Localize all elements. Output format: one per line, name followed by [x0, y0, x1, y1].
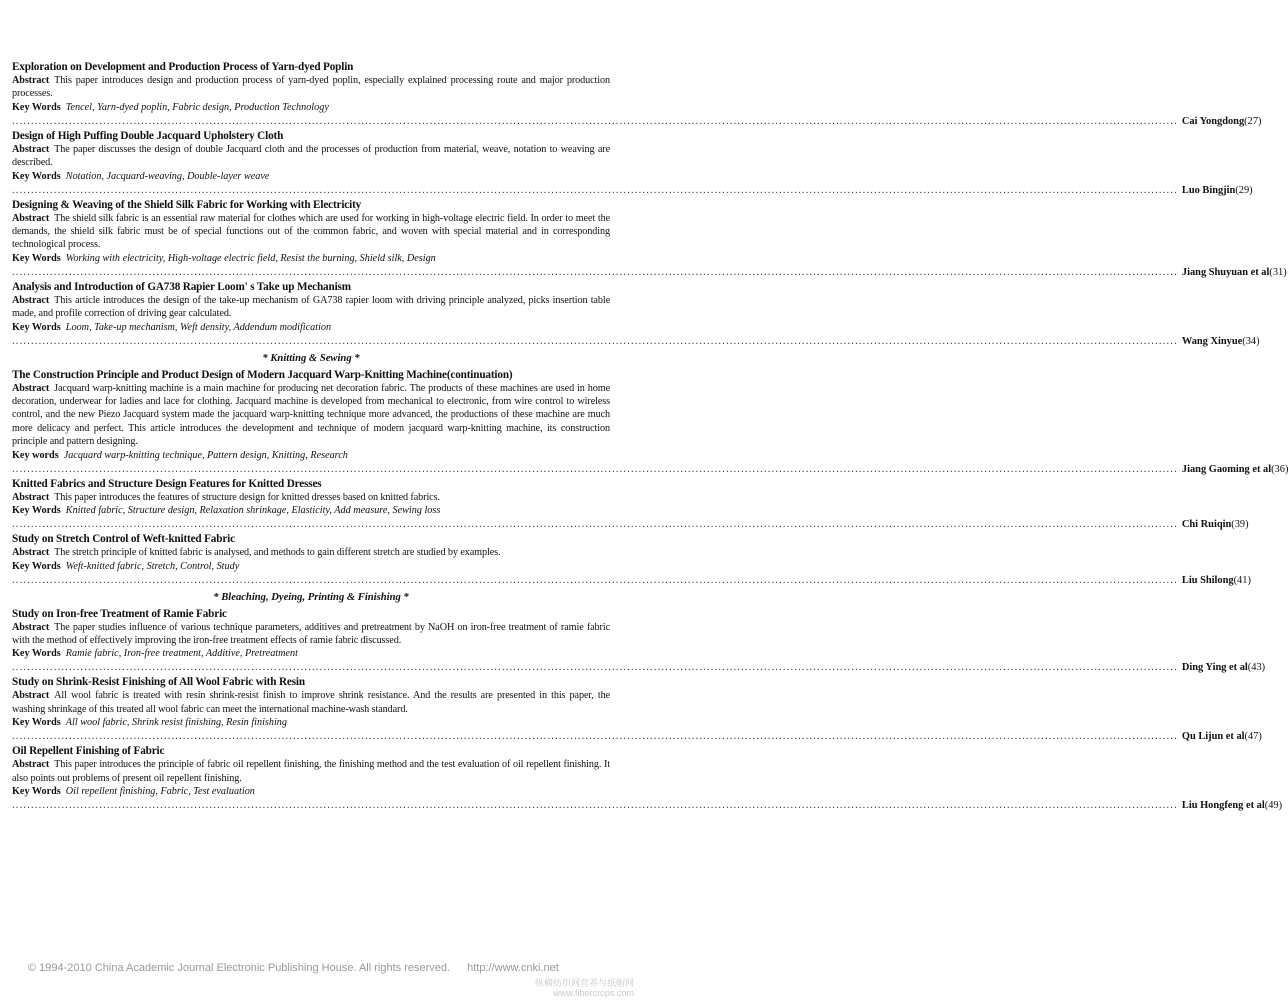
leader-dots: ...................................................................................................................................................................................................................................................................................................................: [12, 519, 1178, 531]
abstract-text: This paper introduces the principle of fabric oil repellent finishing, the finishing method and the test evaluation of oil repellent finishing. It also points out problems of present oil repellent finishing.: [12, 759, 610, 784]
author-page-line: [12, 518, 1249, 532]
author-page-line: [12, 115, 1262, 129]
abstract-text: The stretch principle of knitted fabric is analysed, and methods to gain different stretch are studied by examples.: [54, 547, 501, 559]
copyright-footer: [28, 962, 628, 974]
abstract-text: The shield silk fabric is an essential raw material for clothes which are used for working in high-voltage electric field. In order to meet the demands, the shield silk fabric must be of special functions out of the common fabric, and woven with special material and in corresponding technological process.: [12, 212, 610, 251]
author-page-line: [12, 184, 1253, 198]
article-page-number[interactable]: (36): [1271, 463, 1288, 475]
article-group-weaving: [12, 60, 1287, 349]
keywords-label: Key Words: [12, 101, 61, 113]
abstract-label: Abstract: [12, 75, 50, 86]
keywords-text: Ramie fabric, Iron-free treatment, Additive, Pretreatment: [65, 648, 298, 660]
keywords-label: Key Words: [12, 505, 61, 517]
watermark-cn: 纵横纺织网营养与纸帽网: [534, 978, 634, 988]
abstract-label: Abstract: [12, 621, 50, 633]
keywords-text: Knitted fabric, Structure design, Relaxation shrinkage, Elasticity, Add measure, Sewing loss: [65, 505, 441, 517]
abstract-label: Abstract: [12, 294, 50, 306]
keywords-text: Notation, Jacquard-weaving, Double-layer weave: [65, 170, 270, 182]
article-title[interactable]: Design of High Puffing Double Jacquard Upholstery Cloth: [12, 129, 284, 142]
article-author: Cai Yongdong: [1181, 115, 1245, 127]
abstract-text: All wool fabric is treated with resin shrink-resist finish to improve shrink resistance. And the results are presented in this paper, the washing shrinkage of this treated all wool fabric can meet the international machine-wash standard.: [12, 690, 610, 715]
keywords-label: Key Words: [12, 717, 61, 729]
article-entry: [12, 744, 1283, 813]
keywords-text: Working with electricity, High-voltage electric field, Resist the burning, Shield silk, Design: [65, 252, 436, 264]
article-author: Qu Lijun et al: [1181, 731, 1245, 743]
leader-dots: ...................................................................................................................................................................................................................................................................................................................: [12, 184, 1178, 196]
abstract-text: Jacquard warp-knitting machine is a main machine for producing net decoration fabric. The products of these machines are used in home decoration, underwear for ladies and lace for clothing. Jacquard machine is developed from mechanical to electronic, from wire control to wireless control, and the new Piezo Jacquard system made the jacquard warp-knitting technique more advanced, the productions of these machine are much more delicacy and perfect. This article introduces the development and technique of modern jacquard warp-knitting machine, its construction principle and pattern designing.: [12, 382, 610, 448]
keywords-label: Key Words: [12, 321, 61, 333]
article-keywords: [12, 504, 610, 518]
article-title[interactable]: Exploration on Development and Production Process of Yarn-dyed Poplin: [12, 61, 354, 73]
article-group-knitting: [12, 368, 1288, 588]
article-author: Wang Xinyue: [1181, 335, 1243, 347]
article-page-number[interactable]: (34): [1242, 335, 1260, 347]
article-entry: [12, 280, 1260, 349]
article-group-bleaching: [12, 607, 1283, 813]
article-entry: [12, 129, 1253, 198]
article-author: Jiang Shuyuan et al: [1181, 266, 1270, 278]
article-title[interactable]: Study on Stretch Control of Weft-knitted Fabric: [12, 533, 235, 546]
article-page-number[interactable]: (39): [1231, 519, 1249, 531]
article-title[interactable]: Analysis and Introduction of GA738 Rapier Loom' s Take up Mechanism: [12, 280, 351, 293]
abstract-label: Abstract: [12, 491, 50, 503]
abstract-label: Abstract: [12, 382, 50, 394]
abstract-text: The paper discusses the design of double Jacquard cloth and the processes of production from material, weave, notation to weaving are described.: [12, 143, 610, 169]
leader-dots: ...................................................................................................................................................................................................................................................................................................................: [12, 574, 1178, 586]
author-page-line: [12, 661, 1266, 675]
article-entry: [12, 675, 1262, 744]
article-page-number[interactable]: (47): [1244, 731, 1262, 743]
author-page-line: [12, 463, 1288, 477]
abstract-label: Abstract: [12, 143, 50, 155]
article-abstract: [12, 491, 610, 504]
leader-dots: ...................................................................................................................................................................................................................................................................................................................: [12, 731, 1178, 743]
article-entry: [12, 198, 1287, 280]
watermark-site: www.fibercrops.com: [553, 988, 634, 998]
article-author: Jiang Gaoming et al: [1181, 463, 1272, 475]
article-page-number[interactable]: (41): [1233, 574, 1251, 586]
article-author: Luo Bingjin: [1181, 184, 1236, 196]
leader-dots: ...................................................................................................................................................................................................................................................................................................................: [12, 335, 1178, 347]
keywords-text: Weft-knitted fabric, Stretch, Control, Study: [65, 560, 240, 572]
abstract-text: This article introduces the design of the take-up mechanism of GA738 rapier loom with driving principle analyzed, picks insertion table made, and profile correction of driving gear calculated.: [12, 294, 610, 320]
article-entry: [12, 532, 1251, 587]
keywords-text: All wool fabric, Shrink resist finishing, Resin finishing: [65, 717, 287, 729]
copyright-text: © 1994-2010 China Academic Journal Electronic Publishing House. All rights reserved.: [28, 962, 451, 974]
article-title[interactable]: Knitted Fabrics and Structure Design Features for Knitted Dresses: [12, 477, 322, 490]
article-title[interactable]: The Construction Principle and Product Design of Modern Jacquard Warp-Knitting Machine(continuation): [12, 368, 513, 381]
article-keywords: [12, 785, 610, 799]
article-title[interactable]: Study on Iron-free Treatment of Ramie Fabric: [12, 607, 227, 620]
author-page-line: [12, 730, 1262, 744]
keywords-label: Key Words: [12, 170, 61, 182]
article-abstract: [12, 546, 610, 559]
keywords-label: Key Words: [12, 785, 61, 797]
article-abstract: [12, 294, 610, 321]
keywords-text: Jacquard warp-knitting technique, Pattern design, Knitting, Research: [63, 449, 348, 461]
article-entry: [12, 60, 1262, 129]
article-abstract: [12, 689, 610, 716]
article-keywords: [12, 252, 610, 266]
article-page-number[interactable]: (31): [1269, 266, 1287, 278]
article-abstract: [12, 143, 610, 170]
author-page-line: [12, 574, 1251, 588]
article-entry: [12, 607, 1266, 676]
keywords-label: Key Words: [12, 252, 61, 264]
keywords-text: Tencel, Yarn-dyed poplin, Fabric design, Production Technology: [65, 101, 329, 113]
article-abstract: [12, 382, 610, 449]
article-keywords: [12, 560, 610, 574]
section-heading-knitting: * Knitting & Sewing *: [262, 352, 360, 364]
leader-dots: ...................................................................................................................................................................................................................................................................................................................: [12, 463, 1178, 475]
abstract-label: Abstract: [12, 690, 50, 702]
section-heading-bleaching: * Bleaching, Dyeing, Printing & Finishing *: [213, 591, 409, 603]
article-abstract: [12, 621, 610, 648]
article-entry: [12, 368, 1288, 477]
article-entry: [12, 477, 1249, 532]
abstract-label: Abstract: [12, 212, 50, 224]
leader-dots: ...................................................................................................................................................................................................................................................................................................................: [12, 799, 1178, 811]
article-page-number[interactable]: (27): [1244, 115, 1262, 127]
article-abstract: [12, 758, 610, 785]
abstract-text: The paper studies influence of various technique parameters, additives and pretreatment by NaOH on iron-free treatment of ramie fabric with the method of effectively improving the iron-free treatment effects of ramie fabric discussed.: [12, 621, 610, 646]
article-author: Ding Ying et al: [1181, 662, 1248, 674]
author-page-line: [12, 266, 1287, 280]
keywords-text: Oil repellent finishing, Fabric, Test evaluation: [65, 785, 255, 797]
article-author: Liu Hongfeng et al: [1181, 799, 1265, 811]
abstract-text: This paper introduces the features of structure design for knitted dresses based on knitted fabrics.: [54, 491, 440, 503]
article-page-number[interactable]: (49): [1264, 799, 1283, 811]
leader-dots: ...................................................................................................................................................................................................................................................................................................................: [12, 115, 1178, 127]
article-title[interactable]: Designing & Weaving of the Shield Silk Fabric for Working with Electricity: [12, 198, 362, 211]
leader-dots: ...................................................................................................................................................................................................................................................................................................................: [12, 266, 1178, 278]
article-keywords: [12, 449, 610, 463]
article-abstract: [12, 212, 610, 252]
footer-url-link[interactable]: http://www.cnki.net: [467, 962, 559, 974]
article-title[interactable]: Study on Shrink-Resist Finishing of All Wool Fabric with Resin: [12, 676, 305, 689]
keywords-label: Key words: [12, 449, 59, 461]
keywords-label: Key Words: [12, 648, 61, 660]
article-keywords: [12, 647, 610, 661]
author-page-line: [12, 799, 1283, 813]
article-keywords: [12, 321, 610, 335]
article-title[interactable]: Oil Repellent Finishing of Fabric: [12, 745, 165, 758]
article-keywords: [12, 170, 610, 184]
watermark: [535, 978, 634, 998]
keywords-text: Loom, Take-up mechanism, Weft density, Addendum modification: [65, 321, 332, 333]
article-keywords: [12, 716, 610, 730]
abstract-label: Abstract: [12, 759, 50, 771]
article-page-number[interactable]: (29): [1235, 184, 1253, 196]
leader-dots: ...................................................................................................................................................................................................................................................................................................................: [12, 662, 1178, 674]
article-page-number[interactable]: (43): [1247, 662, 1266, 674]
abstract-text: This paper introduces design and production process of yarn-dyed poplin, especially explained processing route and major production processes.: [12, 75, 610, 100]
article-keywords: [12, 101, 610, 115]
abstract-label: Abstract: [12, 547, 50, 559]
contents-page: [12, 60, 1288, 813]
author-page-line: [12, 335, 1260, 349]
article-author: Liu Shilong: [1181, 574, 1234, 586]
keywords-label: Key Words: [12, 560, 61, 572]
article-abstract: [12, 74, 610, 101]
article-author: Chi Ruiqin: [1181, 519, 1232, 531]
